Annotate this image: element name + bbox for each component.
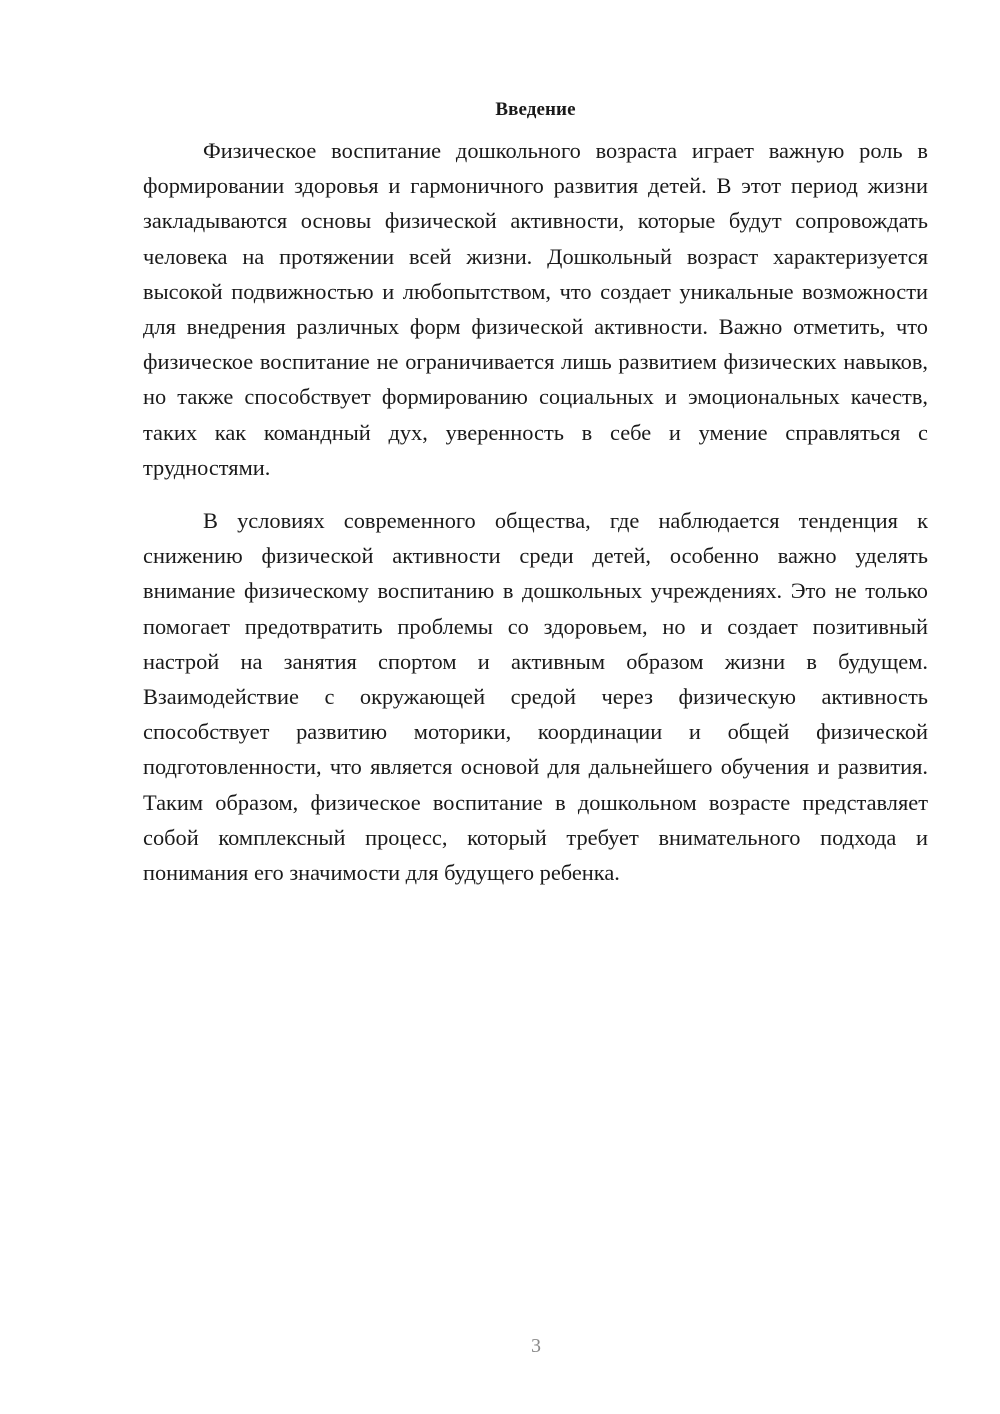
paragraph: Физическое воспитание дошкольного возраста играет важную роль в формировании здоровья и гармоничного развития детей. В этот период жизни закладываются основы физической активности, которые будут сопровождать человека на протяжении всей жизни. Дошкольный возраст характеризуется высокой подвижностью и любопытством, что создает уникальные возможности для внедрения различных форм физической активности. Важно отметить, что физическое воспитание не ограничивается лишь развитием физических навыков, но также способствует формированию социальных и эмоциональных качеств, таких как командный дух, уверенность в себе и умение справляться с трудностями.	[143, 138, 928, 480]
section-heading: Введение	[495, 99, 576, 120]
page-body	[143, 95, 928, 890]
page-number: 3	[531, 1335, 541, 1357]
paragraph: В условиях современного общества, где наблюдается тенденция к снижению физической активности среди детей, особенно важно уделять внимание физическому воспитанию в дошкольных учреждениях. Это не только помогает предотвратить проблемы со здоровьем, но и создает позитивный настрой на занятия спортом и активным образом жизни в будущем. Взаимодействие с окружающей средой через физическую активность способствует развитию моторики, координации и общей физической подготовленности, что является основой для дальнейшего обучения и развития. Таким образом, физическое воспитание в дошкольном возрасте представляет собой комплексный процесс, который требует внимательного подхода и понимания его значимости для будущего ребенка.	[143, 508, 928, 886]
